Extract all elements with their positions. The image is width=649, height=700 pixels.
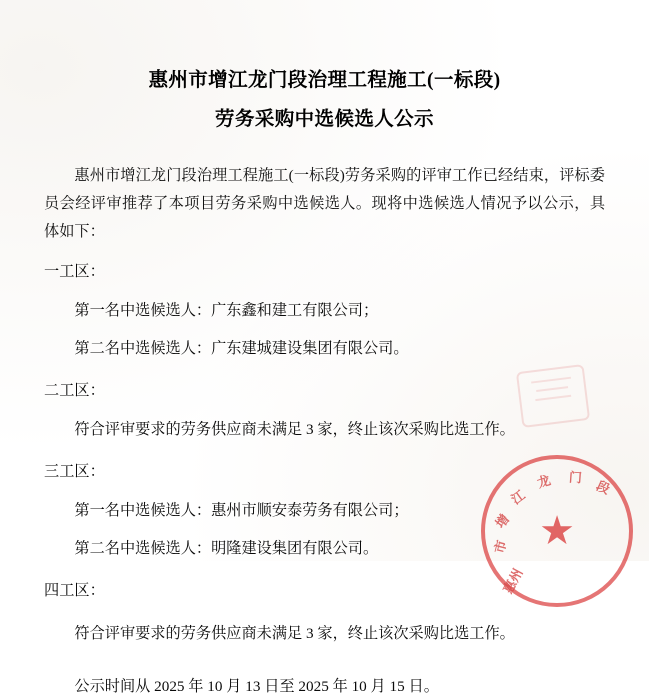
section-2-item-1: 符合评审要求的劳务供应商未满足 3 家，终止该次采购比选工作。: [74, 420, 515, 438]
section-1-item-1: 第一名中选候选人：广东鑫和建工有限公司；: [74, 301, 379, 319]
section-3-item-1: 第一名中选候选人：惠州市顺安泰劳务有限公司；: [74, 501, 409, 519]
section-heading-4: 四工区：: [44, 582, 105, 600]
document-body: [44, 162, 605, 700]
section-4-item-1: 符合评审要求的劳务供应商未满足 3 家，终止该次采购比选工作。: [74, 624, 515, 642]
section-1-item-2: 第二名中选候选人：广东建城建设集团有限公司。: [74, 340, 409, 358]
document-title-block: [44, 0, 605, 135]
section-heading-1: 一工区：: [44, 263, 105, 281]
document-title-line-1: 惠州市增江龙门段治理工程施工(一标段): [148, 70, 501, 91]
document-title-line-2: 劳务采购中选候选人公示: [215, 109, 434, 131]
seal-star-icon: ★: [539, 508, 575, 553]
seal-ring-text: 惠州 市 增 江 龙 门 段: [491, 469, 613, 596]
notice-period-text: 公示时间从 2025 年 10 月 13 日至 2025 年 10 月 15 日。: [74, 678, 439, 695]
section-heading-2: 二工区：: [44, 382, 105, 400]
intro-paragraph: 惠州市增江龙门段治理工程施工(一标段)劳务采购的评审工作已经结束，评标委员会经评审推荐了本项目劳务采购中选候选人。现将中选候选人情况予以公示，具体如下：: [44, 167, 605, 240]
section-heading-3: 三工区：: [44, 463, 105, 481]
section-3-item-2: 第二名中选候选人：明隆建设集团有限公司。: [74, 539, 379, 557]
